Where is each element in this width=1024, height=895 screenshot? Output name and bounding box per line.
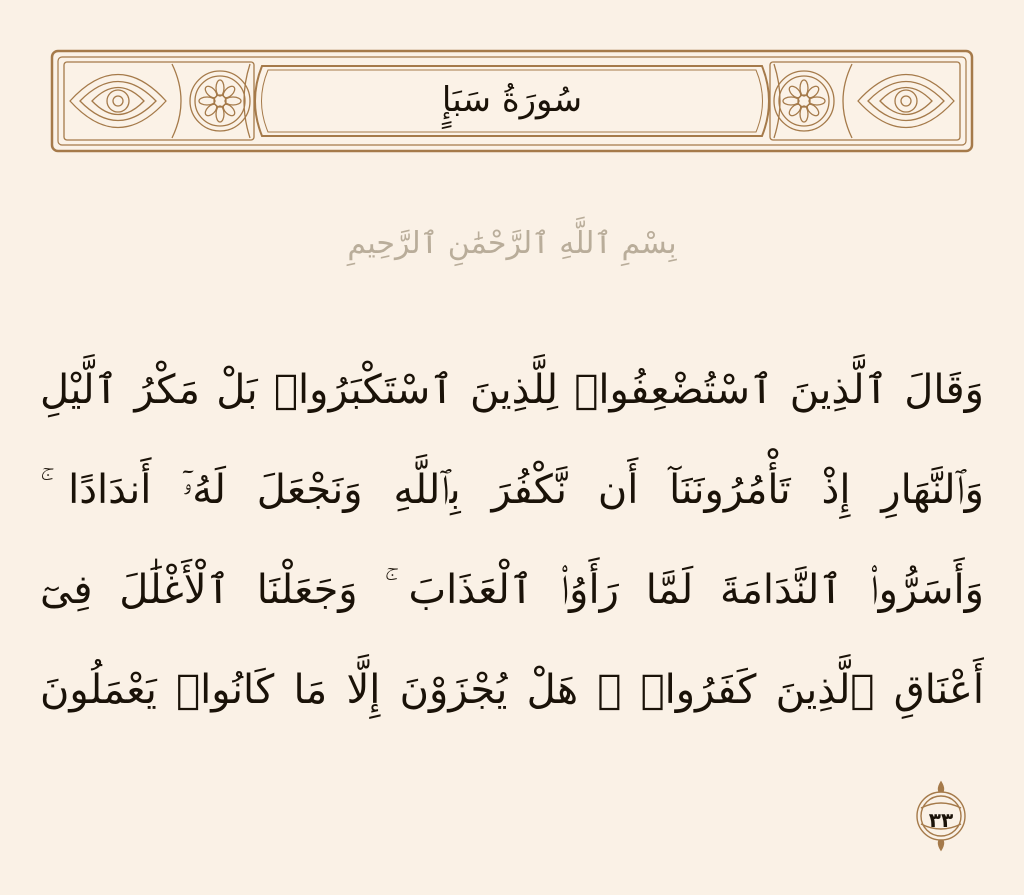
verse-line-4: أَعْنَاقِ ٱلَّذِينَ كَفَرُوا۟ ۚ هَلْ يُجْزَوْنَ إِلَّا مَا كَانُوا۟ يَعْمَلُونَ xyxy=(40,667,984,713)
basmala: بِسْمِ ٱللَّهِ ٱلرَّحْمَٰنِ ٱلرَّحِيمِ xyxy=(347,225,677,261)
verse-text xyxy=(40,340,984,760)
ayah-number: ٣٣ xyxy=(928,808,954,832)
surah-title: سُورَةُ سَبَإٍ xyxy=(441,80,583,120)
verse-line-1: وَقَالَ ٱلَّذِينَ ٱسْتُضْعِفُوا۟ لِلَّذِينَ ٱسْتَكْبَرُوا۟ بَلْ مَكْرُ ٱلَّيْلِ xyxy=(40,367,984,413)
verse-line-2: وَٱلنَّهَارِ إِذْ تَأْمُرُونَنَآ أَن نَّكْفُرَ بِٱللَّهِ وَنَجْعَلَ لَهُۥٓ أَندَادًا ۚ xyxy=(40,467,984,513)
verse-line-3: وَأَسَرُّوا۟ ٱلنَّدَامَةَ لَمَّا رَأَوُا۟ ٱلْعَذَابَ ۚ وَجَعَلْنَا ٱلْأَغْلَٰلَ فِىٓ xyxy=(40,567,984,613)
